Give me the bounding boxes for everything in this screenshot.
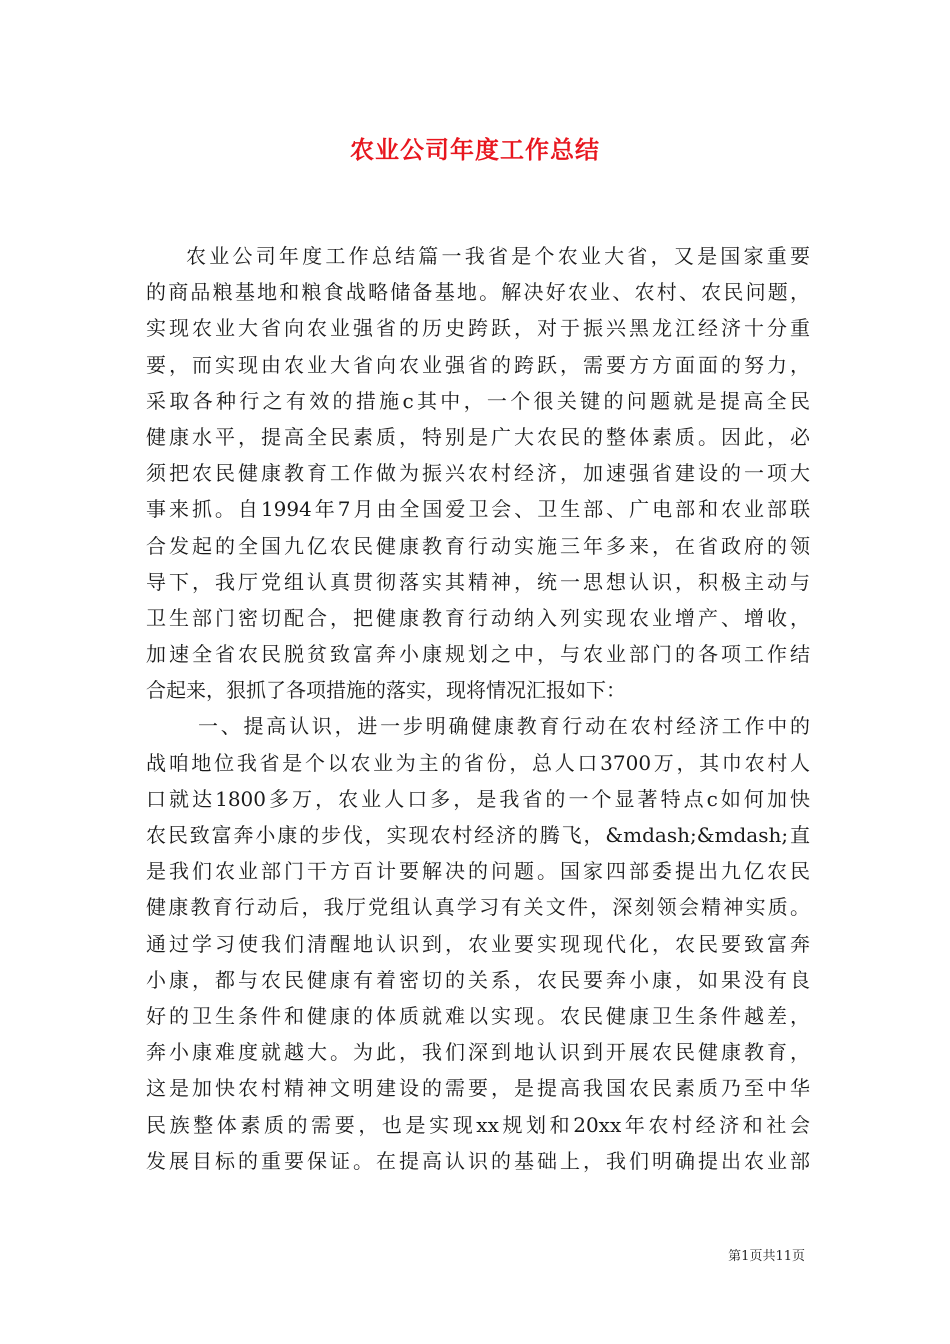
text-line: 合起来，狠抓了各项措施的落实，现将情况汇报如下：: [146, 678, 626, 703]
document-body: [146, 238, 810, 1179]
text-line: 卫生部门密切配合，把健康教育行动纳入列实现农业增产、增收，: [146, 605, 810, 630]
text-line: 健康水平，提高全民素质，特别是广大农民的整体素质。因此，必: [146, 424, 810, 449]
text-line: 农业公司年度工作总结篇一我省是个农业大省，又是国家重要: [186, 244, 810, 268]
text-line: 好的卫生条件和健康的体质就难以实现。农民健康卫生条件越差，: [146, 1003, 810, 1028]
text-line: 通过学习使我们清醒地认识到，农业要实现现代化，农民要致富奔: [146, 931, 810, 956]
text-line: 采取各种行之有效的措施c其中，一个很关键的问题就是提高全民: [146, 388, 810, 413]
text-line: 须把农民健康教育工作做为振兴农村经济，加速强省建设的一项大: [146, 461, 810, 486]
text-line: 事来抓。自1994年7月由全国爱卫会、卫生部、广电部和农业部联: [146, 497, 810, 522]
text-line: 民族整体素质的需要，也是实现xx规划和20xx年农村经济和社会: [146, 1112, 810, 1137]
text-line: 一、提高认识，进一步明确健康教育行动在农村经济工作中的: [198, 714, 810, 739]
page-number-footer: 第1页共11页: [728, 1249, 805, 1264]
text-line: 实现农业大省向农业强省的历史跨跃，对于振兴黑龙江经济十分重: [146, 316, 810, 341]
text-line: 农民致富奔小康的步伐，实现农村经济的腾飞，&mdash;&mdash;直: [146, 823, 810, 847]
text-line: 战咱地位我省是个以农业为主的省份，总人口3700万，其巾农村人: [146, 750, 810, 775]
text-line: 是我们农业部门干方百计要解决的问题。国家四部委提出九亿农民: [146, 859, 810, 884]
text-line: 健康教育行动后，我厅党组认真学习有关文件，深刻领会精神实质。: [146, 895, 810, 920]
text-line: 要，而实现由农业大省向农业强省的跨跃，需要方方面面的努力，: [146, 352, 810, 377]
text-line: 加速全省农民脱贫致富奔小康规划之中，与农业部门的各项工作结: [146, 642, 810, 667]
text-line: 发展目标的重要保证。在提高认识的基础上，我们明确提出农业部: [146, 1148, 810, 1173]
text-line: 导下，我厅党组认真贯彻落实其精神，统一思想认识，积极主动与: [146, 569, 810, 594]
text-line: 口就达1800多万，农业人口多，是我省的一个显著特点c如何加快: [146, 786, 810, 811]
document-title: 农业公司年度工作总结: [350, 135, 600, 164]
text-line: 这是加快农村精神文明建设的需要，是提高我国农民素质乃至中华: [146, 1076, 810, 1101]
text-line: 小康，都与农民健康有着密切的关系，农民要奔小康，如果没有良: [146, 967, 810, 992]
text-line: 奔小康难度就越大。为此，我们深到地认识到开展农民健康教育，: [146, 1040, 810, 1065]
text-line: 合发起的全国九亿农民健康教育行动实施三年多来，在省政府的领: [146, 533, 810, 558]
text-line: 的商品粮基地和粮食战略储备基地。解决好农业、农村、农民问题，: [146, 280, 810, 305]
